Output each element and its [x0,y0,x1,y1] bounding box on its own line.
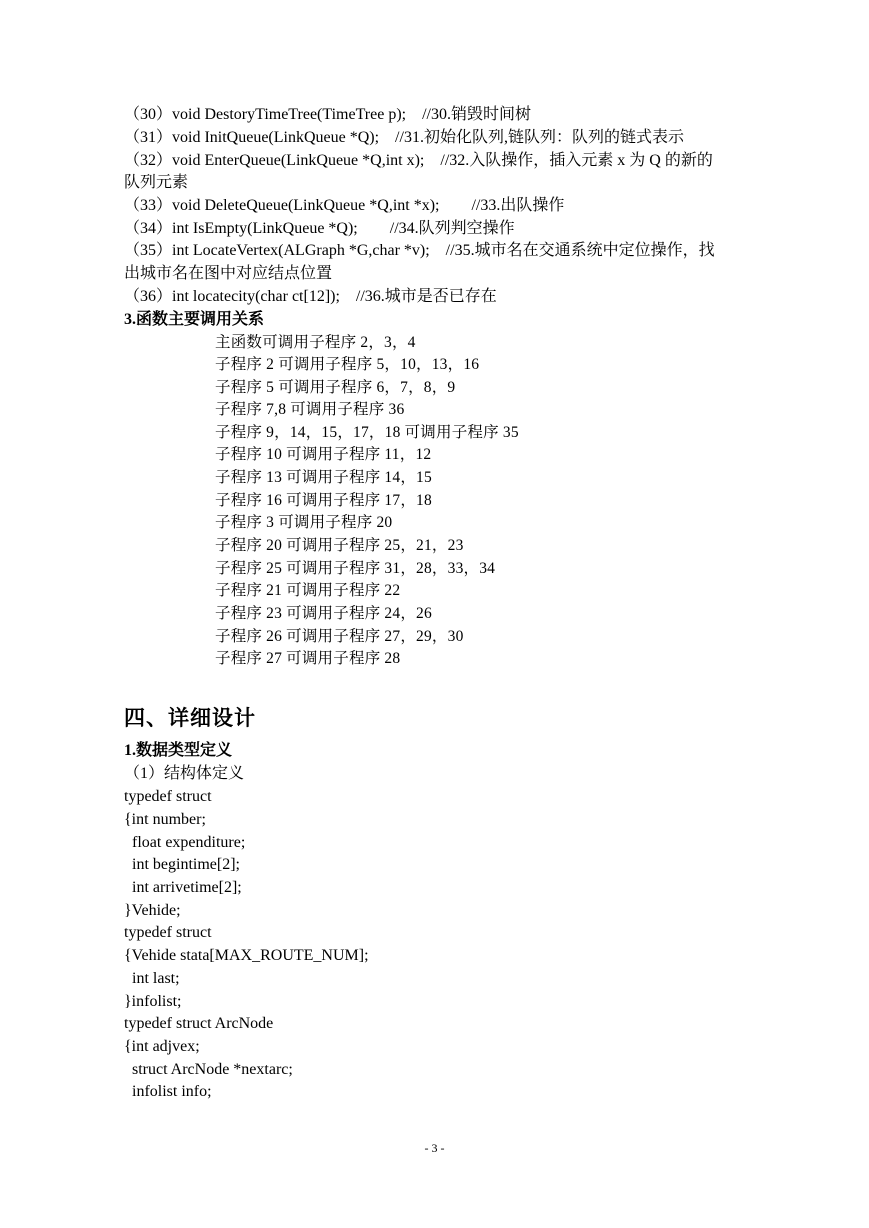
function-line-32: （32）void EnterQueue(LinkQueue *Q,int x); //32.入队操作，插入元素 x 为 Q 的新的 [124,152,713,169]
code-line: int last; [124,970,180,987]
call-relation-line: 子程序 16 可调用子程序 17，18 [215,492,432,509]
subsection-struct-definition: （1）结构体定义 [124,765,245,782]
function-line-35: （35）int LocateVertex(ALGraph *G,char *v); //35.城市名在交通系统中定位操作，找 [124,242,715,259]
code-line: infolist info; [124,1083,212,1100]
code-line: {Vehide stata[MAX_ROUTE_NUM]; [124,947,369,964]
page-number: - 3 - [424,1141,445,1155]
function-line-35-cont: 出城市名在图中对应结点位置 [124,265,333,282]
code-line: struct ArcNode *nextarc; [124,1061,293,1078]
call-relation-line: 子程序 2 可调用子程序 5，10，13，16 [215,356,480,373]
function-line-32-cont: 队列元素 [124,174,189,191]
call-relation-line: 子程序 3 可调用子程序 20 [215,514,393,531]
call-relation-line: 子程序 21 可调用子程序 22 [215,582,401,599]
call-relation-line: 子程序 13 可调用子程序 14，15 [215,469,432,486]
call-relation-line: 子程序 27 可调用子程序 28 [215,650,401,667]
code-line: float expenditure; [124,834,246,851]
code-line: }Vehide; [124,902,181,919]
call-relation-line: 子程序 26 可调用子程序 27，29，30 [215,628,464,645]
code-line: int begintime[2]; [124,856,240,873]
function-line-33: （33）void DeleteQueue(LinkQueue *Q,int *x); //33.出队操作 [124,197,565,214]
chapter-heading-detailed-design: 四、详细设计 [124,706,256,730]
function-line-31: （31）void InitQueue(LinkQueue *Q); //31.初始化队列,链队列：队列的链式表示 [124,129,684,146]
code-line: typedef struct [124,924,212,941]
function-line-36: （36）int locatecity(char ct[12]); //36.城市是否已存在 [124,288,497,305]
call-relation-line: 主函数可调用子程序 2，3，4 [215,334,416,351]
code-line: {int number; [124,811,206,828]
call-relation-line: 子程序 5 可调用子程序 6，7，8，9 [215,379,456,396]
code-line: typedef struct ArcNode [124,1015,274,1032]
call-relation-line: 子程序 20 可调用子程序 25，21，23 [215,537,464,554]
code-line: int arrivetime[2]; [124,879,242,896]
call-relation-line: 子程序 25 可调用子程序 31，28，33，34 [215,560,496,577]
call-relation-line: 子程序 10 可调用子程序 11，12 [215,446,432,463]
call-relation-line: 子程序 9，14，15，17，18 可调用子程序 35 [215,424,519,441]
code-line: }infolist; [124,993,182,1010]
subsection-heading-data-types: 1.数据类型定义 [124,742,233,759]
call-relation-line: 子程序 7,8 可调用子程序 36 [215,401,405,418]
code-line: typedef struct [124,788,212,805]
call-relation-line: 子程序 23 可调用子程序 24，26 [215,605,432,622]
function-line-30: （30）void DestoryTimeTree(TimeTree p); //30.销毁时间树 [124,106,531,123]
code-line: {int adjvex; [124,1038,200,1055]
function-line-34: （34）int IsEmpty(LinkQueue *Q); //34.队列判空操作 [124,220,515,237]
section-heading-call-relations: 3.函数主要调用关系 [124,311,265,328]
